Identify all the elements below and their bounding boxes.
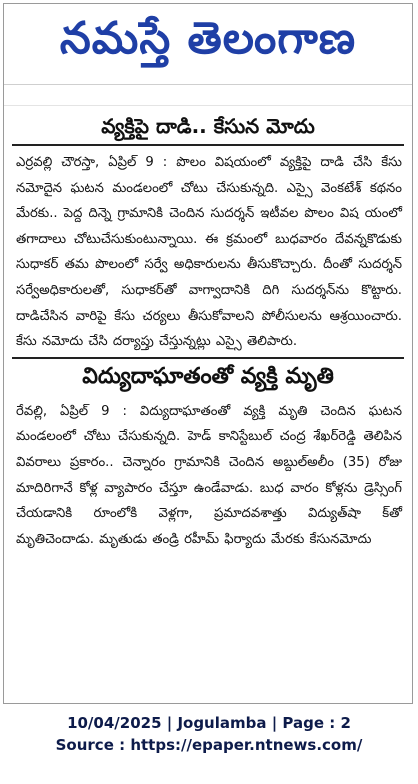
- source-link[interactable]: Source : https://epaper.ntnews.com/: [55, 736, 363, 754]
- masthead-title: నమస్తే తెలంగాణ: [59, 13, 357, 64]
- edition-info: 10/04/2025 | Jogulamba | Page : 2: [67, 714, 351, 732]
- clipping-footer: [0, 712, 418, 756]
- newspaper-clipping: [3, 3, 413, 704]
- article-2-body: రేవల్లి, ఏప్రిల్ 9 : విద్యుదాఘాతంతో వ్యక్తి మృతి చెందిన ఘటన మండలంలో చోటు చేసుకున్నది. హెడ్ కానిస్టేబుల్ చంద్ర శేఖర్‌రెడ్డి తెలిపిన వివరాలు ప్రకారం.. చెన్నారం గ్రామానికి చెందిన అబ్దుల్‌అలీం (35) రోజు మాదిరిగానే కోళ్ల వ్యాపారం చేస్తూ ఉండేవాడు. బుధ వారం కోళ్లను డ్రెస్సింగ్ చేయడానికి రూంలోకి వెళ్లగా, ప్రమాదవశాత్తు విద్యుత్‌షా క్‌తో మృతిచెందాడు. మృతుడు తండ్రి రహీమ్ ఫిర్యాదు మేరకు కేసునమోదు: [16, 403, 402, 547]
- article-1-body: ఎర్రవల్లి చౌరస్తా, ఏప్రిల్ 9 : పొలం విషయంలో వ్యక్తిపై దాడి చేసి కేసు నమోదైన ఘటన మండలంలో చోటు చేసుకున్నది. ఎస్సై వెంకటేశ్ కథనం మేరకు.. పెద్ద దిన్నె గ్రామానికి చెందిన సుదర్శన్ ఇటీవల పొలం విష యంలో తగాదాలు చోటుచేసుకుంటున్నాయి. ఈ క్రమంలో బుధవారం దేవన్నకొడుకు సుధాకర్ తమ పొలంలో సర్వే అధికారులను తీసుకొచ్చారు. దీంతో సుదర్శన్ సర్వేఅధికారులతో, సుధాకర్‌తో వాగ్వాదానికి దిగి సుదర్శన్‌ను కొట్టారు. దాడిచేసిన వారిపై కేసు చర్యలు తీసుకోవాలని పోలీసులను ఆశ్రయించారు. కేసు నమోదు చేసి దర్యాప్తు చేస్తున్నట్లు ఎస్సై తెలిపారు.: [16, 155, 402, 350]
- masthead-spacer: [4, 85, 412, 106]
- masthead: [4, 4, 412, 85]
- article-2-headline: విద్యుదాఘాతంతో వ్యక్తి మృతి: [82, 363, 334, 389]
- article-1-headline: వ్యక్తిపై దాడి.. కేసున మోదు: [101, 114, 315, 138]
